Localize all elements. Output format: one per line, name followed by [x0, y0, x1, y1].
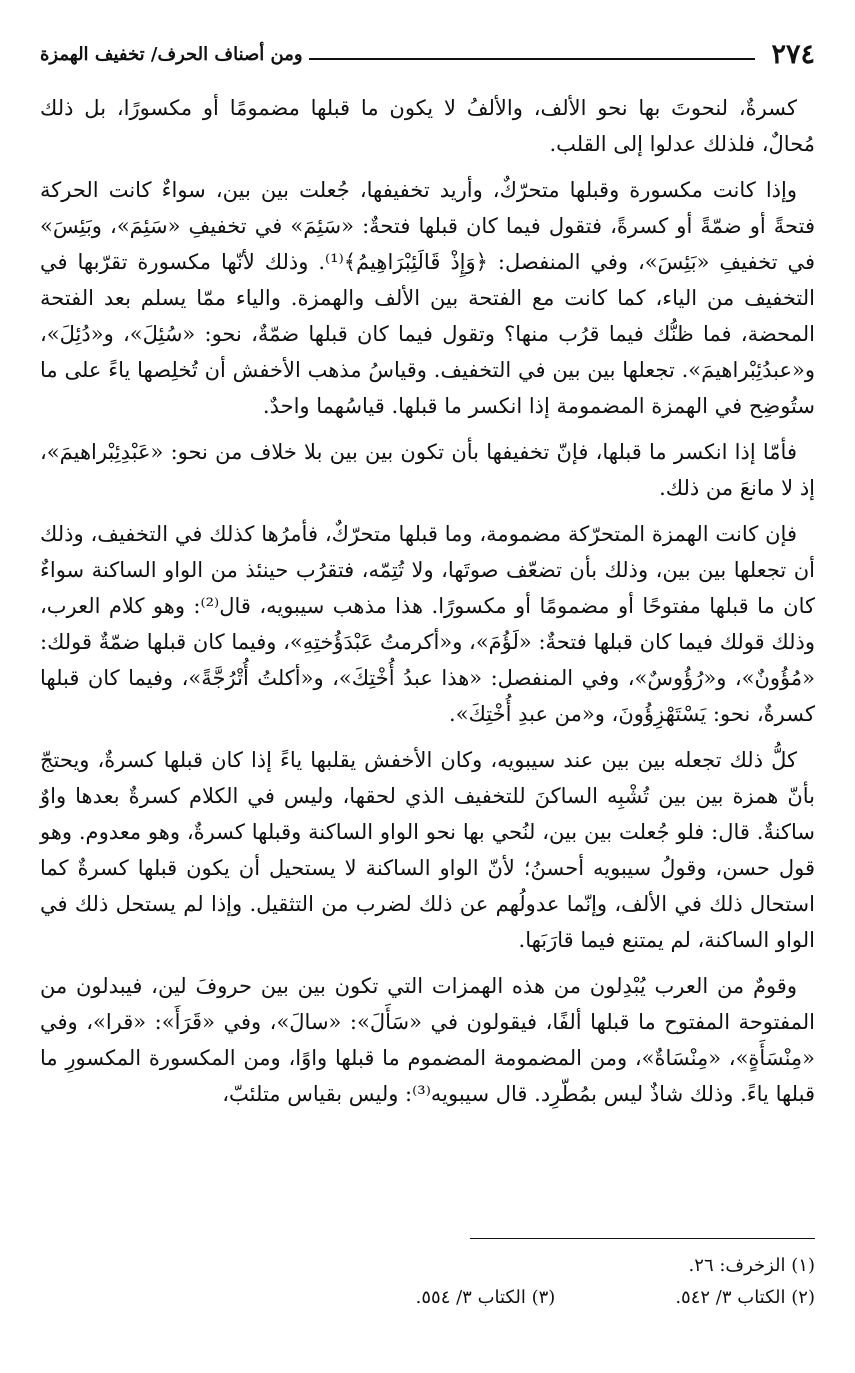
footnote-line — [40, 1250, 815, 1282]
paragraph: فإن كانت الهمزة المتحرّكة مضمومة، وما قبلها متحرّكٌ، فأمرُها كذلك في التخفيف، وذلك أن تجعلها بين بين، وذلك بأن تضعّف صوتَها، ولا تُتِمّه، فتقرُب حينئذ من الواو الساكنة سواءٌ كان ما قبلها مفتوحًا أو مضمومًا أو مكسورًا. هذا مذهب سيبويه، قال⁽²⁾: وهو كلام العرب، وذلك قولك فيما كان قبلها فتحةٌ: «لَؤُمَ»، و«أكرمتُ عَبْدَؤُختِهِ»، وفيما كان قبلها ضمّةٌ قولك: «مُؤُونٌ»، و«رُؤُوسٌ»، وفي المنفصل: «هذا عبدُ أُخْتِكَ»، و«أكلتُ أُتْرُجَّةً»، وفيما كان قبلها كسرةٌ، نحو: يَسْتَهْزِؤُونَ، و«من عبدِ أُخْتِكَ». — [40, 522, 815, 726]
main-text — [40, 90, 815, 1122]
page-number: ٢٧٤ — [771, 38, 815, 70]
running-title: ومن أصناف الحرف/ تخفيف الهمزة — [40, 43, 303, 65]
paragraph: كسرةٌ، لنحوتَ بها نحو الألف، والألفُ لا يكون ما قبلها مضمومًا أو مكسورًا، بل ذلك مُحالٌ، فلذلك عدلوا إلى القلب. — [40, 96, 815, 156]
paragraph: وقومٌ من العرب يُبْدِلون من هذه الهمزات التي تكون بين بين حروفَ لين، فيبدلون من المفتوحة المفتوح ما قبلها ألفًا، فيقولون في «سَأَلَ»: «سالَ»، وفي «قَرَأَ»: «قرا»، وفي «مِنْسَأَةٍ»، «مِنْسَاةٌ»، ومن المضمومة المضموم ما قبلها واوًا، ومن المكسورة المكسورِ ما قبلها ياءً. وذلك شاذٌ ليس بمُطّرِد. قال سيبويه⁽³⁾: وليس بقياس متلئبّ، — [40, 974, 815, 1106]
footnote-3: (٣) الكتاب ٣/ ٥٥٤. — [415, 1287, 556, 1308]
header-rule — [309, 58, 756, 60]
page-header — [40, 34, 815, 74]
footnote-line — [40, 1282, 815, 1314]
paragraph: وإذا كانت مكسورة وقبلها متحرّكٌ، وأريد تخفيفها، جُعلت بين بين، سواءٌ كانت الحركة فتحةً أو ضمّةً أو كسرةً، فتقول فيما كان قبلها فتحةٌ: «سَئِمَ» في تخفيفِ «سَئِمَ»، وبَئِسَ» في تخفيفِ «بَئِسَ»، وفي المنفصل: ﴿وَإِذْ قَالَئِبْرَاهِيمُ﴾⁽¹⁾. وذلك لأنّها مكسورة تقرّبها في التخفيف من الياء، كما كانت مع الفتحة بين الألف والهمزة. والياء ممّا يسلم بعد الفتحة المحضة، فما ظنُّك فيما قرُب منها؟ وتقول فيما كان قبلها ضمّةٌ، نحو: «سُئِلَ»، و«دُئِلَ»، و«عبدُئِبْراهيمَ». تجعلها بين بين في التخفيف. وقياسُ مذهب الأخفش أن تُخلِصها ياءً على ما ستُوضِح في الهمزة المضمومة إذا انكسر ما قبلها. قياسُهما واحدٌ. — [40, 178, 815, 418]
footnotes — [40, 1250, 815, 1314]
footnote-1: (١) الزخرف: ٢٦. — [688, 1255, 815, 1276]
footnote-2: (٢) الكتاب ٣/ ٥٤٢. — [675, 1287, 815, 1308]
paragraph: كلُّ ذلك تجعله بين بين عند سيبويه، وكان الأخفش يقلبها ياءً إذا كان قبلها كسرةٌ، ويحتجّ بأنّ همزة بين بين تُشْبِه الساكنَ للتخفيف الذي لحقها، وليس في الكلام كسرةٌ بعدها واوٌ ساكنةٌ. قال: فلو جُعلت بين بين، لنُحي بها نحو الواو الساكنة وقبلها كسرةٌ، وهو معدوم. وهو قول حسن، وقولُ سيبويه أحسنُ؛ لأنّ الواو الساكنة لا يستحيل أن يكون قبلها كسرةٌ كما استحال ذلك في الألف، وإنّما عدولُهم عن ذلك لضرب من التثقيل. وإذا لم يستحل ذلك في الواو الساكنة، لم يمتنع فيما قارَبَها. — [40, 748, 815, 952]
footnote-rule — [470, 1238, 815, 1239]
paragraph: فأمّا إذا انكسر ما قبلها، فإنّ تخفيفها بأن تكون بين بين بلا خلاف من نحو: «عَبْدِئِبْراهيمَ»، إذ لا مانعَ من ذلك. — [40, 440, 815, 500]
